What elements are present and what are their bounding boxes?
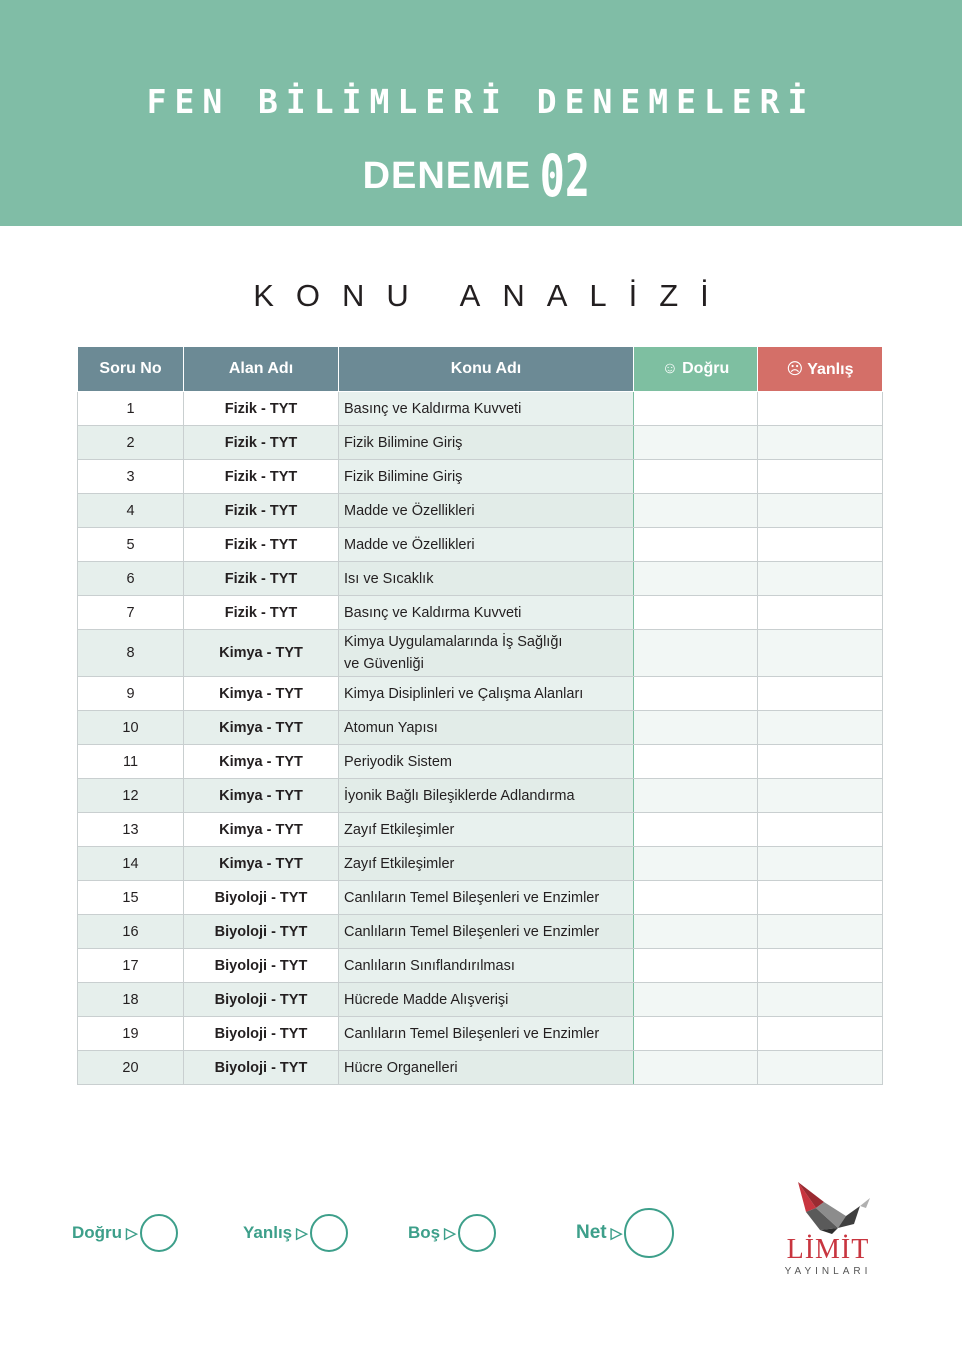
cell-alan-adi: Fizik - TYT xyxy=(184,528,339,562)
table-row xyxy=(78,779,883,813)
cell-yanlis-mark[interactable] xyxy=(758,779,883,813)
cell-dogru-mark[interactable] xyxy=(634,711,758,745)
cell-alan-adi: Biyoloji - TYT xyxy=(184,1017,339,1051)
smile-icon: ☺ xyxy=(661,360,679,377)
cell-konu-adi xyxy=(339,596,634,630)
triangle-right-icon: ▷ xyxy=(296,1225,308,1242)
cell-soru-no: 17 xyxy=(78,949,184,983)
table-row xyxy=(78,813,883,847)
cell-yanlis-mark[interactable] xyxy=(758,847,883,881)
publisher-logo xyxy=(776,1178,886,1280)
header-alan-adi: Alan Adı xyxy=(184,347,339,392)
table-row xyxy=(78,562,883,596)
cell-dogru-mark[interactable] xyxy=(634,949,758,983)
konu-text: Basınç ve Kaldırma Kuvveti xyxy=(344,604,522,621)
cell-alan-adi: Kimya - TYT xyxy=(184,847,339,881)
table-row xyxy=(78,596,883,630)
cell-dogru-mark[interactable] xyxy=(634,983,758,1017)
cell-dogru-mark[interactable] xyxy=(634,528,758,562)
deneme-label: DENEME xyxy=(362,155,532,197)
konu-text: Hücre Organelleri xyxy=(344,1059,458,1076)
cell-dogru-mark[interactable] xyxy=(634,630,758,677)
table-row xyxy=(78,494,883,528)
cell-soru-no: 3 xyxy=(78,460,184,494)
cell-konu-adi xyxy=(339,677,634,711)
cell-yanlis-mark[interactable] xyxy=(758,949,883,983)
cell-konu-adi xyxy=(339,949,634,983)
table-row xyxy=(78,1051,883,1085)
cell-soru-no: 10 xyxy=(78,711,184,745)
frown-icon: ☹ xyxy=(786,361,804,378)
cell-yanlis-mark[interactable] xyxy=(758,1051,883,1085)
cell-soru-no: 2 xyxy=(78,426,184,460)
topic-analysis-table xyxy=(77,346,883,1085)
header-yanlis xyxy=(758,347,883,392)
konu-text: Zayıf Etkileşimler xyxy=(344,855,455,872)
konu-text: Zayıf Etkileşimler xyxy=(344,821,455,838)
bird-icon xyxy=(776,1178,880,1236)
cell-konu-adi xyxy=(339,779,634,813)
konu-text: Kimya Disiplinleri ve Çalışma Alanları xyxy=(344,685,584,702)
cell-alan-adi: Kimya - TYT xyxy=(184,711,339,745)
cell-alan-adi: Kimya - TYT xyxy=(184,630,339,677)
cell-yanlis-mark[interactable] xyxy=(758,745,883,779)
header-konu-adi: Konu Adı xyxy=(339,347,634,392)
table-row xyxy=(78,983,883,1017)
cell-soru-no: 9 xyxy=(78,677,184,711)
score-net xyxy=(576,1208,674,1258)
triangle-right-icon: ▷ xyxy=(126,1225,138,1242)
score-bos-circle[interactable] xyxy=(458,1214,496,1252)
table-row xyxy=(78,711,883,745)
score-net-circle[interactable] xyxy=(624,1208,674,1258)
cell-dogru-mark[interactable] xyxy=(634,677,758,711)
cell-alan-adi: Biyoloji - TYT xyxy=(184,983,339,1017)
konu-text: Fizik Bilimine Giriş xyxy=(344,434,463,451)
triangle-right-icon: ▷ xyxy=(610,1225,623,1242)
konu-text: Canlıların Temel Bileşenleri ve Enzimler xyxy=(344,1025,600,1042)
cell-alan-adi: Fizik - TYT xyxy=(184,460,339,494)
cell-yanlis-mark[interactable] xyxy=(758,528,883,562)
cell-soru-no: 12 xyxy=(78,779,184,813)
table-row xyxy=(78,915,883,949)
konu-text: İyonik Bağlı Bileşiklerde Adlandırma xyxy=(344,787,575,804)
cell-konu-adi xyxy=(339,745,634,779)
cell-yanlis-mark[interactable] xyxy=(758,426,883,460)
score-bos-label: Boş xyxy=(408,1223,441,1242)
cell-soru-no: 14 xyxy=(78,847,184,881)
cell-konu-adi xyxy=(339,1051,634,1085)
cell-alan-adi: Kimya - TYT xyxy=(184,745,339,779)
score-bos xyxy=(408,1208,496,1258)
cell-dogru-mark[interactable] xyxy=(634,392,758,426)
cell-konu-adi xyxy=(339,881,634,915)
cell-soru-no: 20 xyxy=(78,1051,184,1085)
cell-soru-no: 4 xyxy=(78,494,184,528)
cell-konu-adi xyxy=(339,847,634,881)
konu-text: Isı ve Sıcaklık xyxy=(344,570,434,587)
banner-subtitle xyxy=(0,138,962,214)
table-row xyxy=(78,677,883,711)
cell-alan-adi: Fizik - TYT xyxy=(184,494,339,528)
score-dogru xyxy=(72,1208,178,1258)
cell-alan-adi: Kimya - TYT xyxy=(184,779,339,813)
score-yanlis-circle[interactable] xyxy=(310,1214,348,1252)
cell-dogru-mark[interactable] xyxy=(634,494,758,528)
konu-text: Madde ve Özellikleri xyxy=(344,502,475,519)
cell-yanlis-mark[interactable] xyxy=(758,630,883,677)
cell-soru-no: 19 xyxy=(78,1017,184,1051)
cell-yanlis-mark[interactable] xyxy=(758,983,883,1017)
cell-alan-adi: Biyoloji - TYT xyxy=(184,1051,339,1085)
cell-alan-adi: Fizik - TYT xyxy=(184,562,339,596)
table-row xyxy=(78,745,883,779)
konu-text: Hücrede Madde Alışverişi xyxy=(344,991,509,1008)
cell-soru-no: 16 xyxy=(78,915,184,949)
cell-konu-adi xyxy=(339,494,634,528)
cell-konu-adi xyxy=(339,915,634,949)
konu-text: Basınç ve Kaldırma Kuvveti xyxy=(344,400,522,417)
cell-konu-adi xyxy=(339,813,634,847)
cell-soru-no: 15 xyxy=(78,881,184,915)
score-dogru-label: Doğru xyxy=(72,1223,123,1242)
konu-text-line2: ve Güvenliği xyxy=(344,656,424,672)
cell-soru-no: 5 xyxy=(78,528,184,562)
cell-soru-no: 6 xyxy=(78,562,184,596)
header-yanlis-label: Yanlış xyxy=(807,361,854,378)
cell-yanlis-mark[interactable] xyxy=(758,915,883,949)
cell-alan-adi: Fizik - TYT xyxy=(184,392,339,426)
header-dogru-label: Doğru xyxy=(682,360,730,377)
cell-yanlis-mark[interactable] xyxy=(758,460,883,494)
table-row xyxy=(78,630,883,677)
table-row xyxy=(78,460,883,494)
cell-alan-adi: Fizik - TYT xyxy=(184,426,339,460)
konu-text: Atomun Yapısı xyxy=(344,719,438,736)
table-row xyxy=(78,881,883,915)
table-header-row xyxy=(78,347,883,392)
cell-soru-no: 8 xyxy=(78,630,184,677)
cell-dogru-mark[interactable] xyxy=(634,596,758,630)
table-row xyxy=(78,1017,883,1051)
konu-text: Canlıların Temel Bileşenleri ve Enzimler xyxy=(344,889,600,906)
cell-dogru-mark[interactable] xyxy=(634,562,758,596)
header-banner xyxy=(0,0,962,226)
cell-yanlis-mark[interactable] xyxy=(758,562,883,596)
table-row xyxy=(78,949,883,983)
cell-dogru-mark[interactable] xyxy=(634,779,758,813)
cell-alan-adi: Fizik - TYT xyxy=(184,596,339,630)
konu-text: Kimya Uygulamalarında İş Sağlığı xyxy=(344,634,563,650)
cell-dogru-mark[interactable] xyxy=(634,1017,758,1051)
table-row xyxy=(78,426,883,460)
cell-yanlis-mark[interactable] xyxy=(758,1017,883,1051)
score-dogru-circle[interactable] xyxy=(140,1214,178,1252)
cell-konu-adi xyxy=(339,528,634,562)
score-yanlis-label: Yanlış xyxy=(243,1223,293,1242)
konu-text: Fizik Bilimine Giriş xyxy=(344,468,463,485)
cell-dogru-mark[interactable] xyxy=(634,813,758,847)
cell-konu-adi xyxy=(339,983,634,1017)
konu-text: Canlıların Temel Bileşenleri ve Enzimler xyxy=(344,923,600,940)
table-row xyxy=(78,392,883,426)
cell-konu-adi xyxy=(339,1017,634,1051)
logo-subtext: YAYINLARI xyxy=(784,1266,872,1277)
cell-alan-adi: Biyoloji - TYT xyxy=(184,915,339,949)
deneme-number: 02 xyxy=(539,142,590,210)
konu-text: Periyodik Sistem xyxy=(344,753,452,770)
score-yanlis xyxy=(243,1208,348,1258)
cell-soru-no: 11 xyxy=(78,745,184,779)
cell-alan-adi: Kimya - TYT xyxy=(184,813,339,847)
section-title: KONU ANALİZİ xyxy=(253,278,731,313)
cell-soru-no: 1 xyxy=(78,392,184,426)
cell-dogru-mark[interactable] xyxy=(634,1051,758,1085)
cell-konu-adi xyxy=(339,460,634,494)
cell-dogru-mark[interactable] xyxy=(634,745,758,779)
cell-yanlis-mark[interactable] xyxy=(758,881,883,915)
banner-title: FEN BİLİMLERİ DENEMELERİ xyxy=(146,82,816,121)
cell-yanlis-mark[interactable] xyxy=(758,677,883,711)
cell-yanlis-mark[interactable] xyxy=(758,596,883,630)
cell-dogru-mark[interactable] xyxy=(634,881,758,915)
cell-alan-adi: Biyoloji - TYT xyxy=(184,881,339,915)
cell-dogru-mark[interactable] xyxy=(634,426,758,460)
cell-konu-adi xyxy=(339,630,634,677)
cell-soru-no: 13 xyxy=(78,813,184,847)
cell-soru-no: 7 xyxy=(78,596,184,630)
cell-yanlis-mark[interactable] xyxy=(758,494,883,528)
cell-yanlis-mark[interactable] xyxy=(758,813,883,847)
score-net-label: Net xyxy=(576,1222,607,1243)
triangle-right-icon: ▷ xyxy=(444,1225,456,1242)
cell-dogru-mark[interactable] xyxy=(634,460,758,494)
cell-yanlis-mark[interactable] xyxy=(758,711,883,745)
cell-konu-adi xyxy=(339,392,634,426)
table-row xyxy=(78,847,883,881)
logo-text: LİMİT xyxy=(786,1234,870,1265)
cell-dogru-mark[interactable] xyxy=(634,847,758,881)
konu-text: Canlıların Sınıflandırılması xyxy=(344,957,515,974)
header-soru-no: Soru No xyxy=(78,347,184,392)
cell-konu-adi xyxy=(339,711,634,745)
table-row xyxy=(78,528,883,562)
cell-konu-adi xyxy=(339,426,634,460)
cell-soru-no: 18 xyxy=(78,983,184,1017)
cell-alan-adi: Kimya - TYT xyxy=(184,677,339,711)
konu-text: Madde ve Özellikleri xyxy=(344,536,475,553)
cell-alan-adi: Biyoloji - TYT xyxy=(184,949,339,983)
cell-yanlis-mark[interactable] xyxy=(758,392,883,426)
cell-dogru-mark[interactable] xyxy=(634,915,758,949)
cell-konu-adi xyxy=(339,562,634,596)
header-dogru xyxy=(634,347,758,392)
